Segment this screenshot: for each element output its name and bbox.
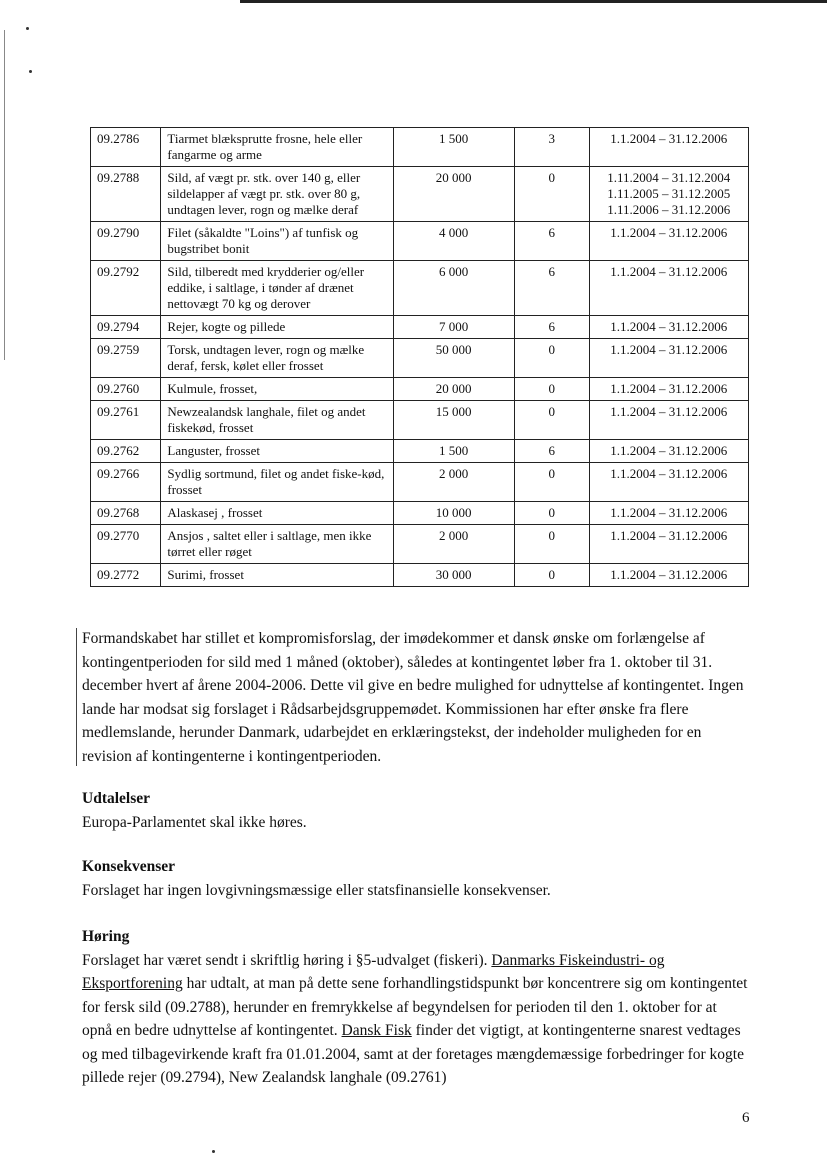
- duty-cell: 0: [514, 167, 589, 222]
- period-cell: [589, 401, 748, 440]
- description-cell: Sild, af vægt pr. stk. over 140 g, eller sildelapper af vægt pr. stk. over 80 g, undtagen lever, rogn og mælke deraf: [161, 167, 393, 222]
- duty-cell: 0: [514, 564, 589, 587]
- order-number-cell: 09.2768: [91, 502, 161, 525]
- period-line: 1.1.2004 – 31.12.2006: [610, 466, 728, 481]
- table-row: [91, 463, 749, 502]
- quota-table-body: [91, 128, 749, 587]
- order-number-cell: 09.2759: [91, 339, 161, 378]
- scan-speck: [29, 70, 32, 73]
- description-cell: Tiarmet blæksprutte frosne, hele eller fangarme og arme: [161, 128, 393, 167]
- duty-cell: 0: [514, 378, 589, 401]
- period-line: 1.1.2004 – 31.12.2006: [610, 381, 728, 396]
- table-row: [91, 128, 749, 167]
- volume-cell: 50 000: [393, 339, 514, 378]
- order-number-cell: 09.2770: [91, 525, 161, 564]
- period-line: 1.1.2004 – 31.12.2006: [610, 443, 728, 458]
- table-row: [91, 261, 749, 316]
- description-cell: Rejer, kogte og pillede: [161, 316, 393, 339]
- volume-cell: 20 000: [393, 167, 514, 222]
- page-number: 6: [742, 1110, 750, 1126]
- volume-cell: 4 000: [393, 222, 514, 261]
- table-row: [91, 440, 749, 463]
- duty-cell: 0: [514, 339, 589, 378]
- description-cell: Sydlig sortmund, filet og andet fiske-kød, frosset: [161, 463, 393, 502]
- konsekvenser-text: Forslaget har ingen lovgivningsmæssige eller statsfinansielle konsekvenser.: [82, 881, 551, 899]
- horing-text-part3: finder det vigtigt, at kontingenterne snarest vedtages og med tilbagevirkende kraft fra 01.01.2004, samt at der foretages mængdemæssige forbedringer for kogte pillede rejer (09.2794), New Zealandsk langhale (09.2761): [82, 1022, 744, 1086]
- margin-change-bar: [76, 628, 77, 766]
- order-number-cell: 09.2786: [91, 128, 161, 167]
- table-row: [91, 339, 749, 378]
- volume-cell: 2 000: [393, 525, 514, 564]
- period-cell: [589, 440, 748, 463]
- volume-cell: 7 000: [393, 316, 514, 339]
- period-cell: [589, 316, 748, 339]
- description-cell: Languster, frosset: [161, 440, 393, 463]
- scan-speck: [26, 27, 29, 30]
- description-cell: Surimi, frosset: [161, 564, 393, 587]
- description-cell: Torsk, undtagen lever, rogn og mælke deraf, fersk, kølet eller frosset: [161, 339, 393, 378]
- period-cell: [589, 564, 748, 587]
- volume-cell: 1 500: [393, 440, 514, 463]
- duty-cell: 6: [514, 316, 589, 339]
- compromise-paragraph: [82, 627, 750, 768]
- period-line: 1.1.2004 – 31.12.2006: [610, 404, 728, 419]
- order-number-cell: 09.2794: [91, 316, 161, 339]
- horing-section: [82, 925, 750, 1090]
- duty-cell: 6: [514, 261, 589, 316]
- period-line: 1.11.2005 – 31.12.2005: [607, 186, 731, 201]
- period-line: 1.1.2004 – 31.12.2006: [610, 505, 728, 520]
- order-number-cell: 09.2766: [91, 463, 161, 502]
- period-line: 1.11.2006 – 31.12.2006: [607, 202, 731, 217]
- period-cell: [589, 339, 748, 378]
- period-line: 1.1.2004 – 31.12.2006: [610, 319, 728, 334]
- compromise-text: Formandskabet har stillet et kompromisforslag, der imødekommer et dansk ønske om forlængelse af kontingentperioden for sild med 1 måned (oktober), således at kontingentet løber fra 1. oktober til 31. december hvert af årene 2004-2006. Dette vil give en bedre mulighed for udnyttelse af kontingentet. Ingen lande har modsat sig forslaget i Rådsarbejdsgruppemødet. Kommissionen har efter ønske fra flere medlemslande, herunder Danmark, udarbejdet en erklæringstekst, der indeholder muligheden for en revision af kontingenterne i kontingentperioden.: [82, 630, 744, 765]
- order-number-cell: 09.2772: [91, 564, 161, 587]
- volume-cell: 1 500: [393, 128, 514, 167]
- volume-cell: 15 000: [393, 401, 514, 440]
- period-cell: [589, 525, 748, 564]
- description-cell: Kulmule, frosset,: [161, 378, 393, 401]
- duty-cell: 0: [514, 502, 589, 525]
- period-cell: [589, 128, 748, 167]
- description-cell: Filet (såkaldte "Loins") af tunfisk og bugstribet bonit: [161, 222, 393, 261]
- period-line: 1.1.2004 – 31.12.2006: [610, 342, 728, 357]
- description-cell: Newzealandsk langhale, filet og andet fiskekød, frosset: [161, 401, 393, 440]
- scan-top-border: [240, 0, 827, 3]
- table-row: [91, 564, 749, 587]
- period-line: 1.1.2004 – 31.12.2006: [610, 528, 728, 543]
- description-cell: Sild, tilberedt med krydderier og/eller eddike, i saltlage, i tønder af drænet nettovægt 70 kg og derover: [161, 261, 393, 316]
- period-cell: [589, 378, 748, 401]
- period-cell: [589, 261, 748, 316]
- period-cell: [589, 167, 748, 222]
- horing-text: [82, 949, 750, 1090]
- period-cell: [589, 502, 748, 525]
- order-number-cell: 09.2760: [91, 378, 161, 401]
- period-cell: [589, 222, 748, 261]
- description-cell: Alaskasej , frosset: [161, 502, 393, 525]
- duty-cell: 0: [514, 463, 589, 502]
- horing-text-part1: Forslaget har været sendt i skriftlig høring i §5-udvalget (fiskeri).: [82, 951, 492, 969]
- quota-table: [90, 127, 749, 587]
- udtalelser-section: [82, 787, 750, 834]
- konsekvenser-section: [82, 855, 750, 902]
- order-number-cell: 09.2792: [91, 261, 161, 316]
- udtalelser-text: Europa-Parlamentet skal ikke høres.: [82, 813, 307, 831]
- udtalelser-heading: Udtalelser: [82, 790, 151, 807]
- org-link-dansk-fisk: Dansk Fisk: [341, 1022, 412, 1039]
- volume-cell: 2 000: [393, 463, 514, 502]
- konsekvenser-heading: Konsekvenser: [82, 858, 175, 875]
- volume-cell: 10 000: [393, 502, 514, 525]
- order-number-cell: 09.2790: [91, 222, 161, 261]
- table-row: [91, 502, 749, 525]
- table-row: [91, 167, 749, 222]
- duty-cell: 0: [514, 401, 589, 440]
- order-number-cell: 09.2788: [91, 167, 161, 222]
- period-cell: [589, 463, 748, 502]
- table-row: [91, 401, 749, 440]
- order-number-cell: 09.2761: [91, 401, 161, 440]
- description-cell: Ansjos , saltet eller i saltlage, men ikke tørret eller røget: [161, 525, 393, 564]
- period-line: 1.11.2004 – 31.12.2004: [607, 170, 731, 185]
- table-row: [91, 222, 749, 261]
- table-row: [91, 525, 749, 564]
- org-link-danmarks-fiskeindustri: Danmarks Fiskeindustri- og Eksportforening: [82, 951, 665, 992]
- table-row: [91, 378, 749, 401]
- period-line: 1.1.2004 – 31.12.2006: [610, 131, 728, 146]
- scan-speck: [212, 1150, 215, 1153]
- volume-cell: 6 000: [393, 261, 514, 316]
- duty-cell: 0: [514, 525, 589, 564]
- scan-left-edge: [4, 30, 5, 360]
- period-line: 1.1.2004 – 31.12.2006: [610, 264, 728, 279]
- period-line: 1.1.2004 – 31.12.2006: [610, 225, 728, 240]
- order-number-cell: 09.2762: [91, 440, 161, 463]
- volume-cell: 30 000: [393, 564, 514, 587]
- duty-cell: 3: [514, 128, 589, 167]
- volume-cell: 20 000: [393, 378, 514, 401]
- period-line: 1.1.2004 – 31.12.2006: [610, 567, 728, 582]
- duty-cell: 6: [514, 440, 589, 463]
- horing-heading: Høring: [82, 928, 130, 945]
- horing-text-part2: har udtalt, at man på dette sene forhandlingstidspunkt bør koncentrere sig om kontingentet for fersk sild (09.2788), herunder en fremrykkelse af begyndelsen for perioden til den 1. oktober for at opnå en bedre udnyttelse af kontingentet.: [82, 975, 748, 1039]
- table-row: [91, 316, 749, 339]
- duty-cell: 6: [514, 222, 589, 261]
